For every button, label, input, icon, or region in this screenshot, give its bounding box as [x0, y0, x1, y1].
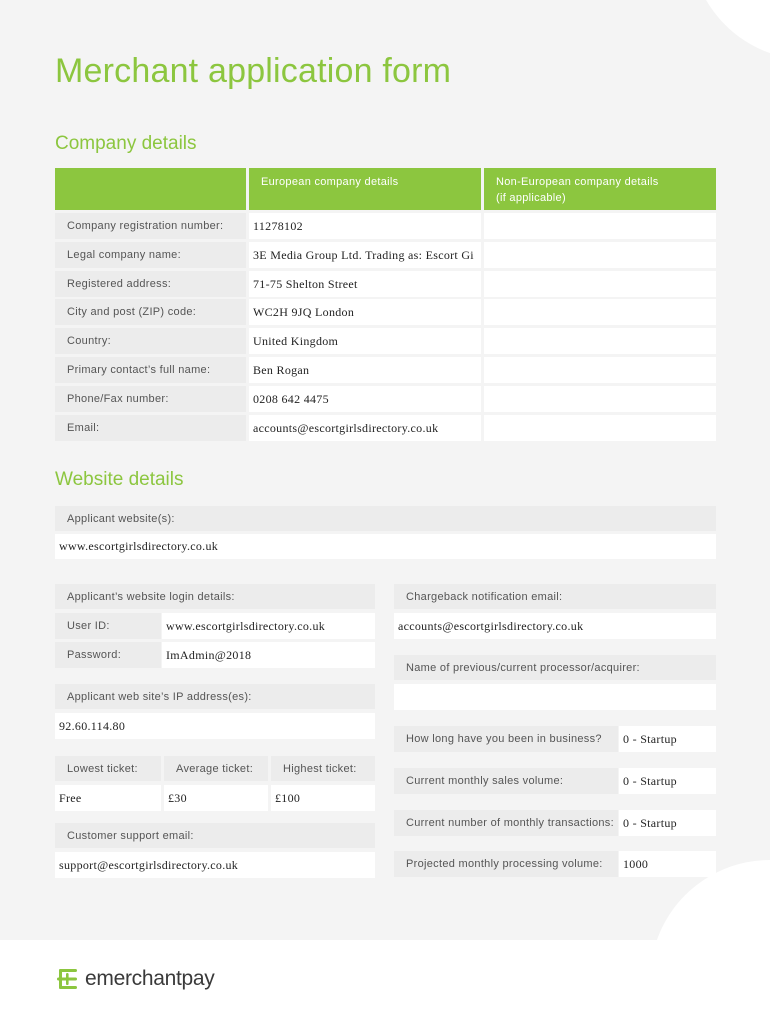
business-duration-field[interactable]: 0 - Startup [619, 726, 716, 752]
company-row-noneu-field[interactable] [484, 242, 716, 268]
col-header-non-european-line2: (if applicable) [496, 192, 566, 204]
support-email-label: Customer support email: [55, 823, 375, 848]
support-email-field[interactable]: support@escortgirlsdirectory.co.uk [55, 852, 375, 878]
emerchantpay-logo[interactable] [55, 966, 214, 992]
company-row-eu-field[interactable]: 71-75 Shelton Street [249, 271, 481, 297]
company-row-eu-field[interactable]: WC2H 9JQ London [249, 299, 481, 325]
page-title: Merchant application form [55, 52, 452, 90]
company-row-eu-field[interactable]: Ben Rogan [249, 357, 481, 383]
company-table-header-blank [55, 168, 246, 210]
logo-text: emerchantpay [85, 967, 215, 990]
lowest-ticket-field[interactable]: Free [55, 785, 161, 811]
company-row-eu-field[interactable]: accounts@escortgirlsdirectory.co.uk [249, 415, 481, 441]
average-ticket-label: Average ticket: [164, 756, 268, 781]
monthly-transactions-label: Current number of monthly transactions: [394, 810, 618, 836]
company-row-eu-field[interactable]: United Kingdom [249, 328, 481, 354]
website-details-heading: Website details [55, 469, 184, 490]
company-row-label: Registered address: [55, 271, 246, 297]
company-row-noneu-field[interactable] [484, 271, 716, 297]
chargeback-email-field[interactable]: accounts@escortgirlsdirectory.co.uk [394, 613, 716, 639]
company-row-noneu-field[interactable] [484, 213, 716, 239]
company-row-label: Phone/Fax number: [55, 386, 246, 412]
company-row-noneu-field[interactable] [484, 299, 716, 325]
company-row-label: Primary contact’s full name: [55, 357, 246, 383]
userid-label: User ID: [55, 613, 161, 639]
company-row-label: Legal company name: [55, 242, 246, 268]
col-header-non-european [484, 168, 716, 210]
company-row-label: Country: [55, 328, 246, 354]
monthly-sales-label: Current monthly sales volume: [394, 768, 618, 794]
highest-ticket-field[interactable]: £100 [271, 785, 375, 811]
col-header-non-european-line1: Non-European company details [496, 176, 659, 188]
company-row-eu-field[interactable]: 0208 642 4475 [249, 386, 481, 412]
business-duration-label: How long have you been in business? [394, 726, 618, 752]
applicant-websites-field[interactable]: www.escortgirlsdirectory.co.uk [55, 534, 716, 559]
processor-field[interactable] [394, 684, 716, 710]
average-ticket-field[interactable]: £30 [164, 785, 268, 811]
processor-label: Name of previous/current processor/acquirer: [394, 655, 716, 680]
projected-volume-label: Projected monthly processing volume: [394, 851, 618, 877]
company-row-label: Email: [55, 415, 246, 441]
applicant-websites-label: Applicant website(s): [55, 506, 716, 531]
ip-address-field[interactable]: 92.60.114.80 [55, 713, 375, 739]
monthly-sales-field[interactable]: 0 - Startup [619, 768, 716, 794]
company-row-noneu-field[interactable] [484, 415, 716, 441]
company-row-label: Company registration number: [55, 213, 246, 239]
userid-field[interactable]: www.escortgirlsdirectory.co.uk [162, 613, 375, 639]
password-field[interactable]: ImAdmin@2018 [162, 642, 375, 668]
company-details-heading: Company details [55, 133, 197, 154]
projected-volume-field[interactable]: 1000 [619, 851, 716, 877]
company-row-noneu-field[interactable] [484, 357, 716, 383]
emerchantpay-logo-icon [55, 966, 81, 992]
highest-ticket-label: Highest ticket: [271, 756, 375, 781]
ip-address-label: Applicant web site’s IP address(es): [55, 684, 375, 709]
company-row-label: City and post (ZIP) code: [55, 299, 246, 325]
monthly-transactions-field[interactable]: 0 - Startup [619, 810, 716, 836]
company-row-eu-field[interactable]: 3E Media Group Ltd. Trading as: Escort Gi [249, 242, 481, 268]
col-header-european: European company details [249, 168, 481, 210]
password-label: Password: [55, 642, 161, 668]
company-row-noneu-field[interactable] [484, 386, 716, 412]
company-row-noneu-field[interactable] [484, 328, 716, 354]
chargeback-email-label: Chargeback notification email: [394, 584, 716, 609]
lowest-ticket-label: Lowest ticket: [55, 756, 161, 781]
login-details-label: Applicant’s website login details: [55, 584, 375, 609]
company-row-eu-field[interactable]: 11278102 [249, 213, 481, 239]
